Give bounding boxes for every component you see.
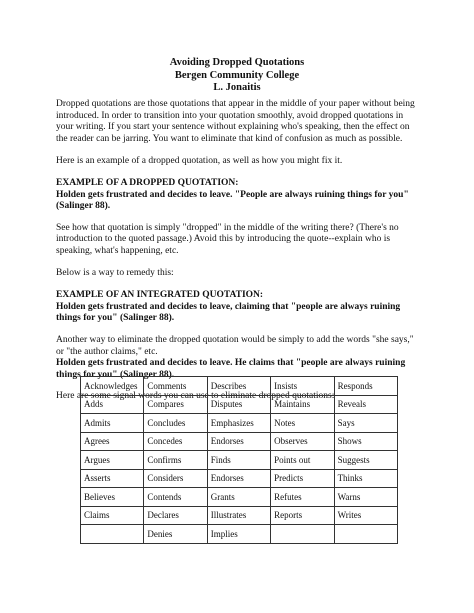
dropped-example: Holden gets frustrated and decides to leave. "People are always ruining things for you" (Salinger 88). (56, 189, 409, 212)
another-way-paragraph: Another way to eliminate the dropped quotation would be simply to add the words "she says," or "the author claims," etc. (56, 334, 414, 357)
table-cell: Agrees (81, 432, 144, 451)
table-cell: Finds (207, 451, 270, 470)
table-row (81, 414, 398, 433)
table-cell: Confirms (144, 451, 207, 470)
table-cell: Shows (334, 432, 397, 451)
dropped-explain-paragraph: See how that quotation is simply "dropped" in the middle of the writing there? (There's no introduction to the quoted passage.) Avoid this by introducing the quote--explain who is speaking, what's happening, etc. (56, 222, 399, 256)
table-cell: Asserts (81, 469, 144, 488)
table-cell: Responds (334, 377, 397, 396)
document-title: Avoiding Dropped Quotations (169, 57, 305, 68)
table-row (81, 395, 398, 414)
table-cell: Points out (271, 451, 334, 470)
table-row (81, 377, 398, 396)
integrated-example-block (56, 290, 422, 325)
document-header (0, 57, 474, 95)
integrated-example: Holden gets frustrated and decides to leave, claiming that "people are always ruining things for you" (Salinger 88). (56, 301, 401, 324)
table-cell: Denies (144, 525, 207, 544)
table-cell (81, 525, 144, 544)
author-name: L. Jonaitis (213, 82, 261, 93)
table-cell: Declares (144, 506, 207, 525)
table-cell: Endorses (207, 432, 270, 451)
table-cell: Notes (271, 414, 334, 433)
table-cell: Reveals (334, 395, 397, 414)
table-cell: Grants (207, 488, 270, 507)
another-example: Holden gets frustrated and decides to leave. He claims that "people are always ruining things for you" (Salinger 88). (56, 358, 406, 380)
intro-paragraph: Dropped quotations are those quotations that appear in the middle of your paper without being introduced. In order to transition into your quotation smoothly, avoid dropped quotations in your writing. If you start your sentence without explaining who's speaking, then the effect on the reader can be jarring. You want to eliminate that kind of confusion as much as possible. (56, 99, 415, 144)
table-cell: Reports (271, 506, 334, 525)
table-cell: Disputes (207, 395, 270, 414)
table-row (81, 506, 398, 525)
table-cell: Warns (334, 488, 397, 507)
table-cell: Believes (81, 488, 144, 507)
document-body (56, 99, 422, 413)
table-cell: Considers (144, 469, 207, 488)
table-cell: Describes (207, 377, 270, 396)
table-cell: Admits (81, 414, 144, 433)
table-cell: Concludes (144, 414, 207, 433)
table-row (81, 432, 398, 451)
table-cell: Claims (81, 506, 144, 525)
example-intro-paragraph: Here is an example of a dropped quotation, as well as how you might fix it. (56, 155, 343, 166)
college-name: Bergen Community College (174, 69, 300, 81)
signal-intro-paragraph: Here are some signal words you can use to eliminate dropped quotations: (56, 391, 335, 402)
table-cell: Endorses (207, 469, 270, 488)
table-cell: Observes (271, 432, 334, 451)
table-cell: Insists (271, 377, 334, 396)
table-cell (271, 525, 334, 544)
signal-words-table (80, 376, 398, 544)
signal-words-table-body (81, 377, 398, 544)
table-cell: Suggests (334, 451, 397, 470)
table-cell: Comments (144, 377, 207, 396)
table-cell (334, 525, 397, 544)
table-cell: Emphasizes (207, 414, 270, 433)
table-cell: Compares (144, 395, 207, 414)
table-row (81, 451, 398, 470)
table-row (81, 469, 398, 488)
table-cell: Writes (334, 506, 397, 525)
table-cell: Refutes (271, 488, 334, 507)
table-cell: Argues (81, 451, 144, 470)
dropped-heading: EXAMPLE OF A DROPPED QUOTATION: (56, 177, 239, 188)
table-cell: Maintains (271, 395, 334, 414)
table-cell: Adds (81, 395, 144, 414)
table-cell: Concedes (144, 432, 207, 451)
table-cell: Acknowledges (81, 377, 144, 396)
remedy-paragraph: Below is a way to remedy this: (56, 268, 174, 279)
dropped-example-block (56, 178, 422, 213)
table-row (81, 488, 398, 507)
table-cell: Implies (207, 525, 270, 544)
table-cell: Says (334, 414, 397, 433)
integrated-heading: EXAMPLE OF AN INTEGRATED QUOTATION: (56, 290, 264, 301)
table-cell: Predicts (271, 469, 334, 488)
table-cell: Thinks (334, 469, 397, 488)
table-cell: Contends (144, 488, 207, 507)
table-row (81, 525, 398, 544)
table-cell: Illustrates (207, 506, 270, 525)
